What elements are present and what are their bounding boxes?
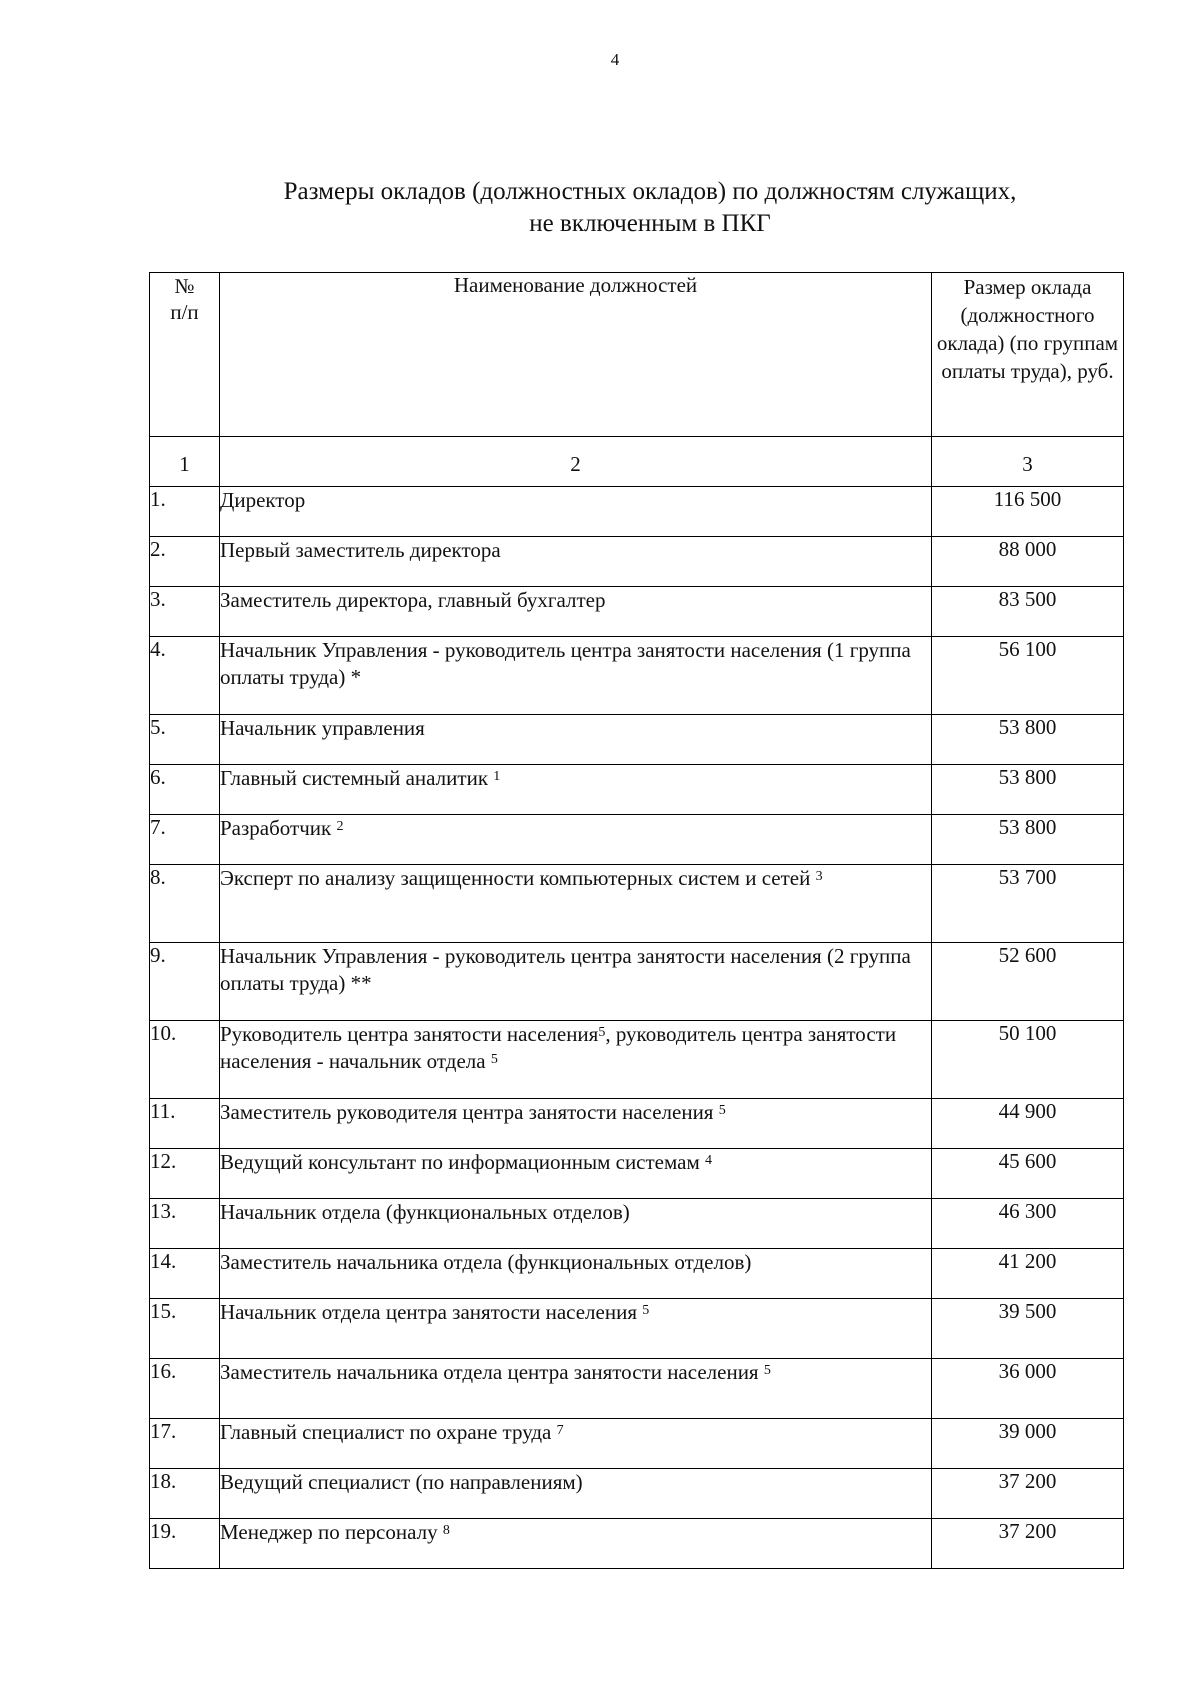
row-number: 12. [150, 1149, 220, 1199]
position-name [220, 1519, 932, 1569]
table-row [150, 1419, 1124, 1469]
position-name [220, 1299, 932, 1359]
salary-value: 39 000 [932, 1419, 1124, 1469]
position-name [220, 1199, 932, 1249]
row-number: 19. [150, 1519, 220, 1569]
salary-value: 53 800 [932, 815, 1124, 865]
salary-value: 37 200 [932, 1469, 1124, 1519]
position-text: Заместитель начальника отдела (функциональных отделов) [220, 1250, 752, 1274]
column-index-3: 3 [932, 437, 1124, 487]
salary-value: 39 500 [932, 1299, 1124, 1359]
position-text: Ведущий специалист (по направлениям) [220, 1470, 583, 1494]
position-name [220, 865, 932, 943]
position-text: Главный специалист по охране труда [220, 1420, 557, 1444]
table-row [150, 1359, 1124, 1419]
salary-value: 52 600 [932, 943, 1124, 1021]
table-row [150, 943, 1124, 1021]
header-number-sign: № [174, 274, 195, 298]
salary-value: 88 000 [932, 537, 1124, 587]
position-name [220, 637, 932, 715]
position-name [220, 765, 932, 815]
salary-value: 53 800 [932, 715, 1124, 765]
footnote-mark: 5 [718, 1103, 726, 1118]
table-row [150, 1299, 1124, 1359]
salary-value: 41 200 [932, 1249, 1124, 1299]
salary-value: 44 900 [932, 1099, 1124, 1149]
position-text: Начальник отдела (функциональных отделов) [220, 1200, 630, 1224]
row-number: 5. [150, 715, 220, 765]
table-row [150, 1469, 1124, 1519]
position-text: Начальник Управления - руководитель центра занятости населения (1 группа оплаты труда) * [220, 638, 911, 689]
position-text: Заместитель руководителя центра занятости населения [220, 1100, 719, 1124]
salary-table [149, 272, 1124, 1569]
header-number-abbr: п/п [170, 300, 199, 324]
position-name [220, 1249, 932, 1299]
row-number: 2. [150, 537, 220, 587]
table-row [150, 587, 1124, 637]
salary-value: 53 700 [932, 865, 1124, 943]
footnote-mark: 7 [556, 1423, 564, 1438]
row-number: 13. [150, 1199, 220, 1249]
header-salary-size: Размер оклада (должностного оклада) (по группам оплаты труда), руб. [932, 273, 1124, 437]
table-row [150, 1099, 1124, 1149]
row-number: 1. [150, 487, 220, 537]
table-header-row [150, 273, 1124, 437]
salary-value: 36 000 [932, 1359, 1124, 1419]
salary-value: 50 100 [932, 1021, 1124, 1099]
position-name [220, 1419, 932, 1469]
position-text: Директор [220, 488, 306, 512]
position-name [220, 1021, 932, 1099]
header-number [150, 273, 220, 437]
position-text: , руководитель центра занятости населения - начальник отдела [220, 1022, 897, 1073]
row-number: 14. [150, 1249, 220, 1299]
row-number: 7. [150, 815, 220, 865]
footnote-mark: 5 [598, 1025, 606, 1040]
position-name [220, 1359, 932, 1419]
row-number: 6. [150, 765, 220, 815]
table-row [150, 1199, 1124, 1249]
footnote-mark: 2 [336, 819, 344, 834]
position-text: Заместитель начальника отдела центра занятости населения [220, 1360, 764, 1384]
row-number: 16. [150, 1359, 220, 1419]
position-name [220, 1099, 932, 1149]
position-text: Заместитель директора, главный бухгалтер [220, 588, 606, 612]
salary-value: 56 100 [932, 637, 1124, 715]
position-name [220, 1149, 932, 1199]
position-text: Менеджер по персоналу [220, 1520, 443, 1544]
position-name [220, 815, 932, 865]
salary-value: 46 300 [932, 1199, 1124, 1249]
salary-value: 116 500 [932, 487, 1124, 537]
position-name [220, 943, 932, 1021]
salary-value: 37 200 [932, 1519, 1124, 1569]
table-row [150, 765, 1124, 815]
position-name [220, 487, 932, 537]
page-number: 4 [610, 50, 620, 69]
row-number: 9. [150, 943, 220, 1021]
position-text: Руководитель центра занятости населения [220, 1022, 599, 1046]
table-row [150, 865, 1124, 943]
position-name [220, 715, 932, 765]
position-text: Главный системный аналитик [220, 766, 494, 790]
title-line-2: не включенным в ПКГ [529, 210, 771, 237]
position-text: Начальник управления [220, 716, 425, 740]
position-text: Начальник Управления - руководитель центра занятости населения (2 группа оплаты труда) ** [220, 944, 911, 995]
table-row [150, 815, 1124, 865]
header-position-name: Наименование должностей [220, 273, 932, 437]
table-row [150, 1021, 1124, 1099]
table-row [150, 487, 1124, 537]
position-text: Эксперт по анализу защищенности компьютерных систем и сетей [220, 866, 816, 890]
position-text: Ведущий консультант по информационным системам [220, 1150, 706, 1174]
footnote-mark: 4 [705, 1153, 713, 1168]
column-index-1: 1 [150, 437, 220, 487]
table-row [150, 537, 1124, 587]
position-name [220, 587, 932, 637]
table-row [150, 1519, 1124, 1569]
footnote-mark: 5 [490, 1052, 498, 1067]
position-name [220, 1469, 932, 1519]
position-text: Разработчик [220, 816, 337, 840]
row-number: 4. [150, 637, 220, 715]
salary-value: 45 600 [932, 1149, 1124, 1199]
position-name [220, 537, 932, 587]
row-number: 18. [150, 1469, 220, 1519]
table-row [150, 1249, 1124, 1299]
column-index-row [150, 437, 1124, 487]
footnote-mark: 5 [763, 1363, 771, 1378]
salary-value: 83 500 [932, 587, 1124, 637]
row-number: 3. [150, 587, 220, 637]
row-number: 8. [150, 865, 220, 943]
column-index-2: 2 [220, 437, 932, 487]
row-number: 11. [150, 1099, 220, 1149]
position-text: Первый заместитель директора [220, 538, 501, 562]
position-text: Начальник отдела центра занятости населения [220, 1300, 643, 1324]
footnote-mark: 3 [815, 869, 823, 884]
salary-value: 53 800 [932, 765, 1124, 815]
table-row [150, 1149, 1124, 1199]
footnote-mark: 8 [442, 1523, 450, 1538]
footnote-mark: 5 [642, 1303, 650, 1318]
row-number: 17. [150, 1419, 220, 1469]
document-title [200, 176, 1100, 240]
row-number: 10. [150, 1021, 220, 1099]
table-row [150, 715, 1124, 765]
table-row [150, 637, 1124, 715]
row-number: 15. [150, 1299, 220, 1359]
footnote-mark: 1 [493, 769, 501, 784]
title-line-1: Размеры окладов (должностных окладов) по должностям служащих, [283, 178, 1017, 205]
